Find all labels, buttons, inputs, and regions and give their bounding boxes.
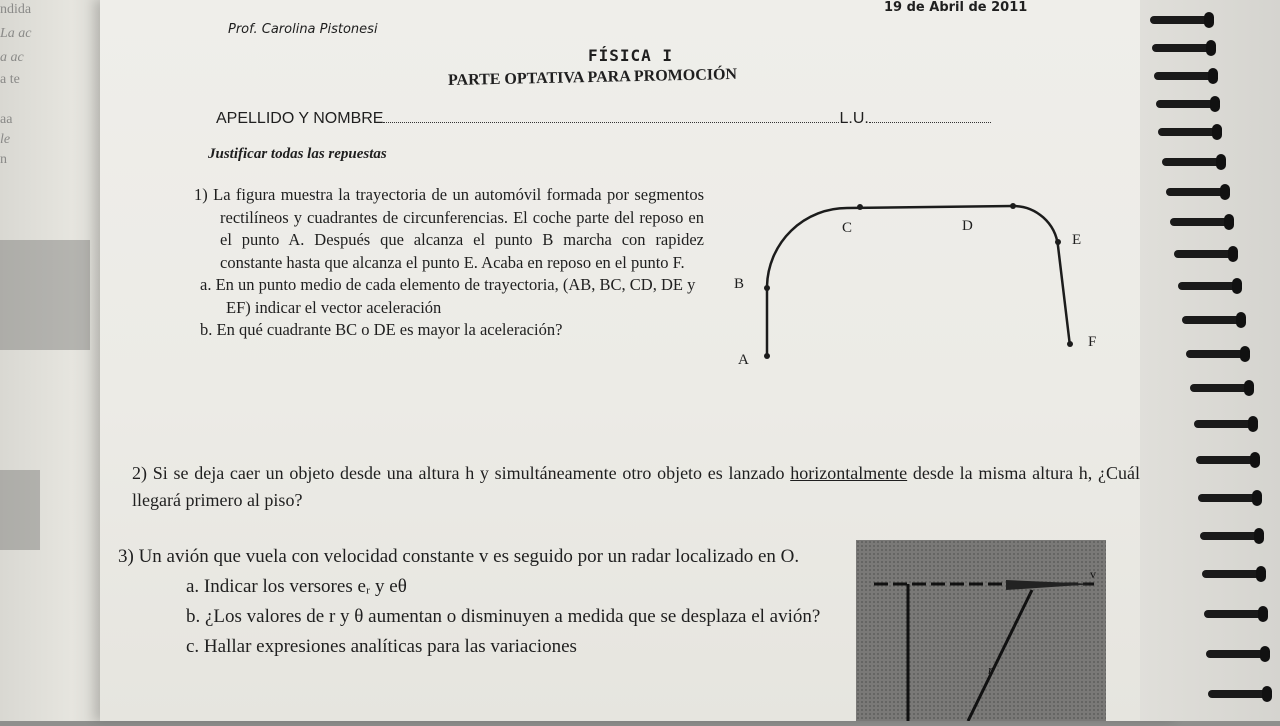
question-text: Si se deja caer un objeto desde una altura h y simultáneamente otro objeto es lanzado	[152, 463, 785, 483]
question-3-sub-b: b. ¿Los valores de r y θ aumentan o disminuyen a medida que se desplaza el avión?	[186, 606, 821, 627]
point-f-dot	[1067, 341, 1073, 347]
r-label: r	[988, 662, 994, 677]
left-page-fragment: a te	[0, 72, 20, 87]
spiral-coil	[1166, 188, 1224, 196]
question-1-sub-a: a. En un punto medio de cada elemento de trayectoria, (AB, BC, CD, DE y EF) indicar el vector aceleración	[200, 275, 696, 317]
radar-figure	[856, 540, 1106, 721]
name-blank[interactable]	[383, 120, 839, 123]
spiral-coil	[1156, 100, 1214, 108]
shadow-patch	[0, 470, 40, 550]
lu-label: L.U.	[839, 110, 869, 127]
spiral-coil	[1200, 532, 1258, 540]
spiral-coil	[1196, 456, 1254, 464]
trajectory-path	[767, 206, 1070, 356]
name-label: APELLIDO Y NOMBRE	[216, 110, 384, 127]
spiral-coil	[1162, 158, 1220, 166]
spiral-coil	[1186, 350, 1244, 358]
question-1-sub-b: b. En qué cuadrante BC o DE es mayor la aceleración?	[200, 320, 563, 339]
instructions: Justificar todas las repuestas	[208, 146, 387, 162]
question-2	[132, 460, 1140, 514]
question-3-sub-a: a. Indicar los versores eᵣ y eθ	[186, 576, 407, 597]
spiral-coil	[1198, 494, 1256, 502]
label-c: C	[842, 220, 853, 236]
spiral-coil	[1190, 384, 1248, 392]
radar-figure-drawing	[856, 540, 1106, 721]
point-d-dot	[1010, 203, 1016, 209]
question-text-continued: desde la misma altura h, ¿Cuál llegará primero al piso?	[132, 463, 1141, 510]
question-text: Un avión que vuela con velocidad constante v es seguido por un radar localizado en O.	[138, 546, 800, 567]
airplane-icon	[1006, 580, 1096, 590]
question-3-sub-c: c. Hallar expresiones analíticas para las variaciones	[186, 636, 577, 657]
left-page-fragment: a ac	[0, 50, 24, 65]
underlined-word: horizontalmente	[790, 463, 908, 483]
question-1	[194, 184, 704, 342]
spiral-coil	[1182, 316, 1240, 324]
spiral-coil	[1170, 218, 1228, 226]
left-page-fragment: le	[0, 132, 11, 147]
label-e: E	[1072, 232, 1082, 248]
label-d: D	[962, 218, 973, 234]
radar-line	[968, 590, 1032, 721]
spiral-coil	[1150, 16, 1208, 24]
question-text: La figura muestra la trayectoria de un automóvil formada por segmentos rectilíneos y cuadrantes de circunferencias. El coche parte del reposo en el punto A. Después que alcanza el punto B marcha con rapidez constante hasta que alcanza el punto E. Acaba en reposo en el punto F.	[213, 185, 704, 272]
question-3	[118, 542, 836, 662]
left-page-fragment: aa	[0, 112, 13, 127]
left-page-fragment: La ac	[0, 26, 32, 41]
spiral-coil	[1194, 420, 1252, 428]
spiral-coil	[1206, 650, 1264, 658]
label-f: F	[1088, 334, 1097, 350]
velocity-label: v	[1090, 567, 1096, 581]
name-field-row	[216, 110, 991, 128]
spiral-coil	[1208, 690, 1266, 698]
point-e-dot	[1055, 239, 1061, 245]
question-number: 1)	[194, 185, 208, 204]
point-a-dot	[764, 353, 770, 359]
spiral-coil	[1202, 570, 1260, 578]
left-page-fragment: ndida	[0, 2, 32, 17]
lu-blank[interactable]	[869, 120, 991, 123]
spiral-binding	[1140, 0, 1280, 721]
page-title: FÍSICA I	[588, 46, 674, 65]
point-b-dot	[764, 285, 770, 291]
label-a: A	[738, 352, 749, 368]
spiral-coil	[1174, 250, 1232, 258]
spiral-coil	[1178, 282, 1236, 290]
professor-name: Prof. Carolina Pistonesi	[228, 22, 378, 37]
spiral-coil	[1152, 44, 1210, 52]
spiral-coil	[1158, 128, 1216, 136]
trajectory-figure	[720, 196, 1120, 376]
shadow-patch	[0, 240, 90, 350]
question-number: 2)	[132, 463, 147, 483]
point-c-dot	[857, 204, 863, 210]
page-subtitle: PARTE OPTATIVA PARA PROMOCIÓN	[447, 65, 738, 89]
spiral-coil	[1154, 72, 1212, 80]
left-page-fragment: n	[0, 152, 7, 167]
spiral-coil	[1204, 610, 1262, 618]
question-number: 3)	[118, 546, 134, 567]
label-b: B	[734, 276, 745, 292]
exam-date: 19 de Abril de 2011	[884, 0, 1028, 15]
